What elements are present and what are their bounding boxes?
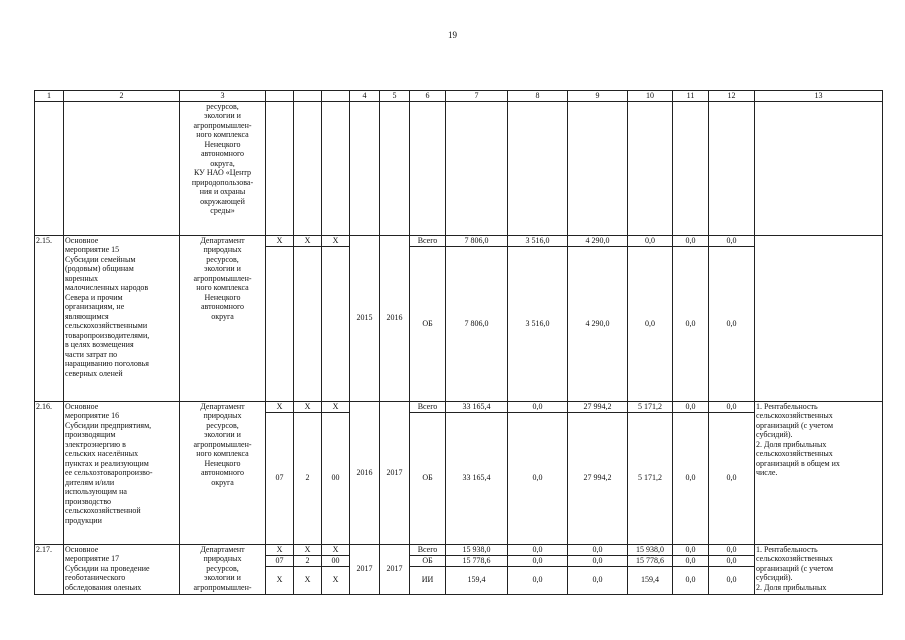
- funding-source: ОБ: [410, 412, 446, 544]
- col-header: 5: [380, 91, 410, 102]
- executor-cell: Департамент природных ресурсов, экологии и агропромышлен- ного комплекса Ненецкого автономного округа: [180, 235, 266, 401]
- table-row: 07 2 00 ОБ 33 165,4 0,0 27 994,2 5 171,2 0,0 0,0: [35, 412, 883, 544]
- col-header: 6: [410, 91, 446, 102]
- end-year: 2017: [380, 544, 410, 594]
- funding-source: Всего: [410, 235, 446, 246]
- funding-source: ИИ: [410, 566, 446, 594]
- table-row: Х Х Х ИИ 159,4 0,0 0,0 159,4 0,0 0,0: [35, 566, 883, 594]
- table-row: 2.16. Основное мероприятие 16 Субсидии предприятиям, производящим электроэнергию в сельских населённых пунктах и реализующим ее сельхозтоваропроизво- дителям и/или использующим на производство сельскохозяйственной продукции Департамент природных ресурсов, экологии и агропромышлен- ного комплекса Ненецкого автономного округа Х Х Х 2016 2017 Всего 33 165,4 0,0 27 994,2 5 171,2 0,0 0,0 1. Рентабельность сельскохозяйственных организаций (с учетом субсидий). 2. Доля прибыльных сельскохозяйственных организаций в общем их числе.: [35, 401, 883, 412]
- col-header: [294, 91, 322, 102]
- table-row: 2.15. Основное мероприятие 15 Субсидии семейным (родовым) общинам коренных малочисленных народов Севера и прочим организациям, не являющимся сельскохозяйственными товаропроизводителями, в целях возмещения части затрат по наращиванию поголовья северных оленей Департамент природных ресурсов, экологии и агропромышлен- ного комплекса Ненецкого автономного округа Х Х Х 2015 2016 Всего 7 806,0 3 516,0 4 290,0 0,0 0,0 0,0: [35, 235, 883, 246]
- col-header: 12: [709, 91, 755, 102]
- executor-cell: ресурсов, экологии и агропромышлен- ного комплекса Ненецкого автономного округа, КУ НАО «Центр природопользова- ния и охраны окружающей среды»: [180, 101, 266, 235]
- page-number: 19: [448, 30, 457, 40]
- col-header: [322, 91, 350, 102]
- measure-name: Основное мероприятие 17 Субсидии на проведение геоботанического обследования оленьих: [64, 544, 180, 594]
- col-header: 11: [673, 91, 709, 102]
- col-header: 13: [755, 91, 883, 102]
- start-year: 2016: [350, 401, 380, 544]
- row-number: 2.15.: [35, 235, 64, 401]
- indicators-cell: [755, 235, 883, 401]
- start-year: 2015: [350, 235, 380, 401]
- table-row: ОБ 7 806,0 3 516,0 4 290,0 0,0 0,0 0,0: [35, 246, 883, 401]
- table-row: [35, 101, 883, 235]
- end-year: 2016: [380, 235, 410, 401]
- row-number: 2.17.: [35, 544, 64, 594]
- col-header: 7: [446, 91, 508, 102]
- measure-name: Основное мероприятие 16 Субсидии предприятиям, производящим электроэнергию в сельских населённых пунктах и реализующим ее сельхозтоваропроизво- дителям и/или использующим на производство сельскохозяйственной продукции: [64, 401, 180, 544]
- table-row: 2.17. Основное мероприятие 17 Субсидии на проведение геоботанического обследования оленьих Департамент природных ресурсов, экологии и агропромышлен- Х Х Х 2017 2017 Всего 15 938,0 0,0 0,0 15 938,0 0,0 0,0 1. Рентабельность сельскохозяйственных организаций (с учетом субсидий). 2. Доля прибыльных: [35, 544, 883, 555]
- end-year: 2017: [380, 401, 410, 544]
- executor-cell: Департамент природных ресурсов, экологии и агропромышлен-: [180, 544, 266, 594]
- col-header: 8: [508, 91, 568, 102]
- col-header: 2: [64, 91, 180, 102]
- indicators-cell: 1. Рентабельность сельскохозяйственных организаций (с учетом субсидий). 2. Доля прибыльных сельскохозяйственных организаций в общем их числе.: [755, 401, 883, 544]
- row-number: 2.16.: [35, 401, 64, 544]
- funding-source: ОБ: [410, 555, 446, 566]
- col-header: [266, 91, 294, 102]
- executor-cell: Департамент природных ресурсов, экологии и агропромышлен- ного комплекса Ненецкого автономного округа: [180, 401, 266, 544]
- col-header: 10: [628, 91, 673, 102]
- table-row: 07 2 00 ОБ 15 778,6 0,0 0,0 15 778,6 0,0 0,0: [35, 555, 883, 566]
- start-year: 2017: [350, 544, 380, 594]
- funding-source: ОБ: [410, 246, 446, 401]
- funding-source: Всего: [410, 401, 446, 412]
- col-header: 4: [350, 91, 380, 102]
- measure-name: Основное мероприятие 15 Субсидии семейным (родовым) общинам коренных малочисленных народов Севера и прочим организациям, не являющимся сельскохозяйственными товаропроизводителями, в целях возмещения части затрат по наращиванию поголовья северных оленей: [64, 235, 180, 401]
- header-row: [35, 91, 883, 102]
- funding-source: Всего: [410, 544, 446, 555]
- indicators-cell: 1. Рентабельность сельскохозяйственных организаций (с учетом субсидий). 2. Доля прибыльных: [755, 544, 883, 594]
- col-header: 1: [35, 91, 64, 102]
- col-header: 9: [568, 91, 628, 102]
- program-table: [34, 90, 883, 595]
- col-header: 3: [180, 91, 266, 102]
